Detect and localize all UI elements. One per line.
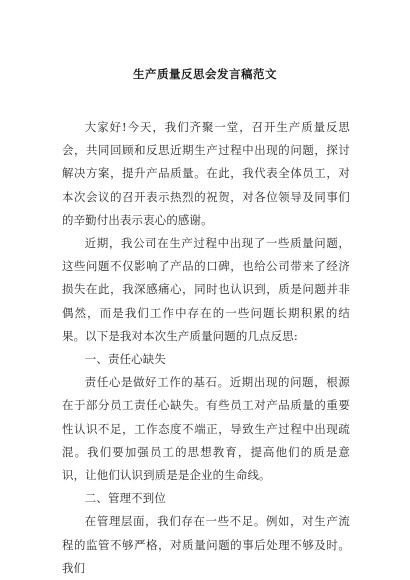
section-heading-responsibility: 一、责任心缺失: [84, 352, 166, 367]
paragraph-greeting: 大家好!今天，我们齐聚一堂，召开生产质量反思会，共同回顾和反思近期生产过程中出现的问题，探讨解决方案，提升产品质量。在此，我代表全体员工，对本次会议的召开表示热烈的祝贺，对各位领导及同事们的辛勤付出表示衷心的感谢。: [62, 120, 350, 227]
document-title: 生产质量反思会发言稿范文: [133, 67, 277, 81]
paragraph-management: 在管理层面，我们存在一些不足。例如，对生产流程的监管不够严格，对质量问题的事后处理不够及时。我们: [62, 514, 350, 575]
document-body: [62, 116, 350, 580]
paragraph-responsibility: 责任心是做好工作的基石。近期出现的问题，根源在于部分员工责任心缺失。有些员工对产品质量的重要性认识不足，工作态度不端正，导致生产过程中出现疏混。我们要加强员工的思想教育，提高他们的质是意识，让他们认识到质是是企业的生命线。: [62, 375, 350, 483]
section-heading-management: 二、管理不到位: [84, 491, 166, 506]
paragraph-recent-issues: 近期，我公司在生产过程中出现了一些质量问题，这些问题不仅影响了产品的口碑，也给公司带来了经济损失在此，我深感痛心，同时也认识到，质是问题并非偶然，而是我们工作中存在的一些问题长期积累的结果。以下是我对本次生产质量问题的几点反思:: [62, 236, 350, 343]
